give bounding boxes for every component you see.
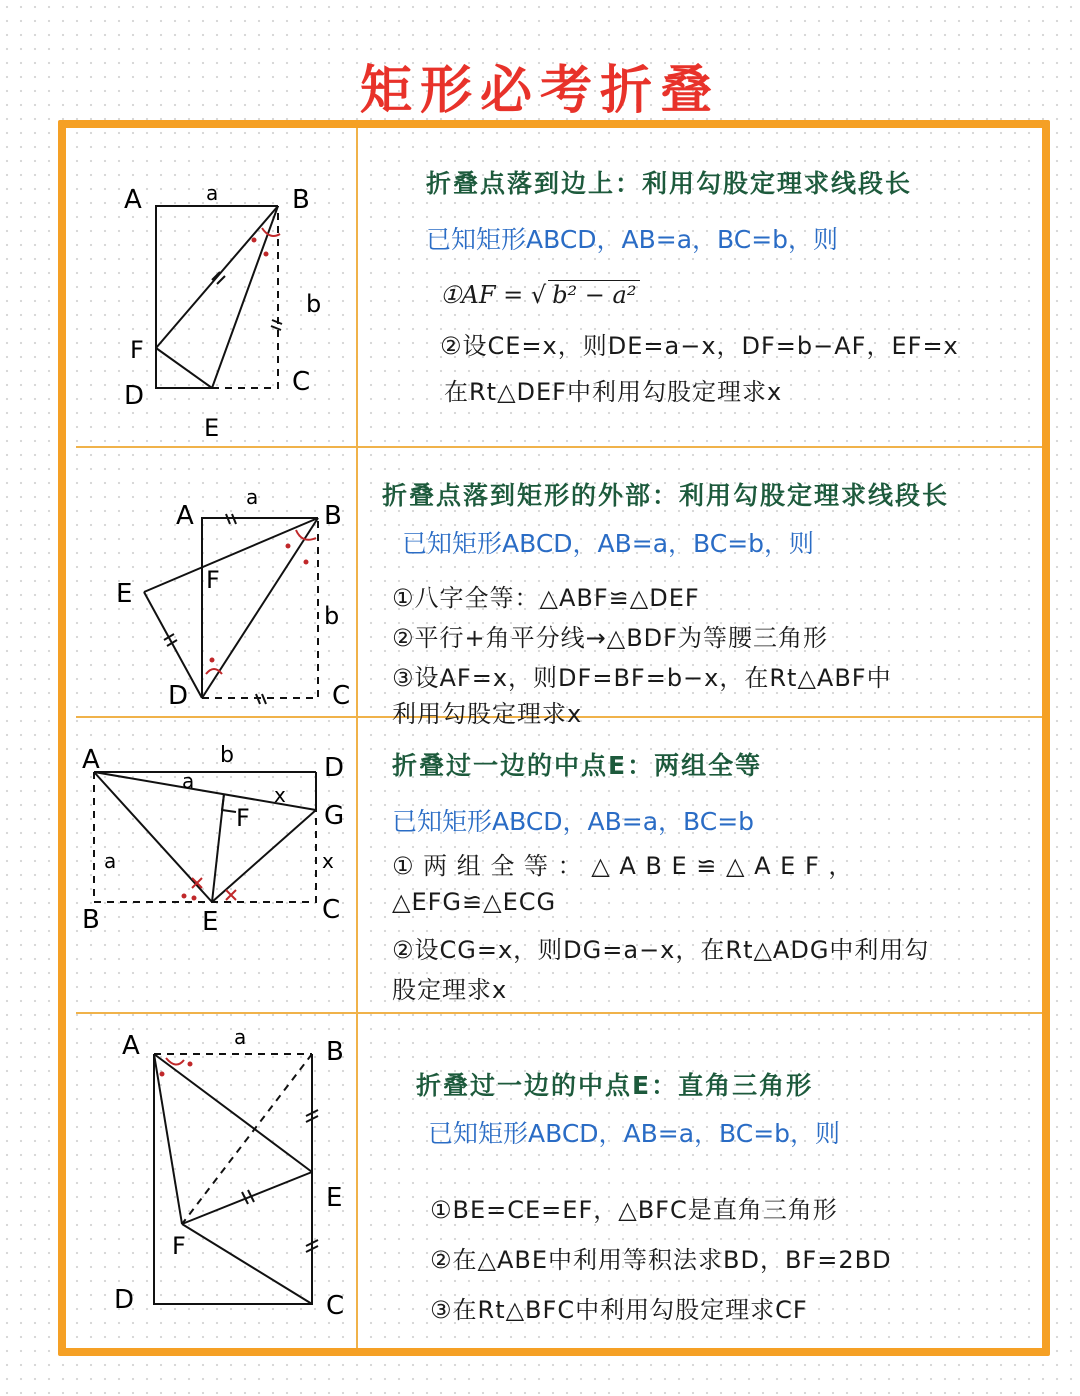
figure-2 — [66, 448, 356, 716]
label-f-point: F — [206, 566, 220, 594]
label-b-point: B — [324, 501, 342, 531]
label-d-point: D — [324, 753, 345, 783]
content-frame — [58, 120, 1050, 1356]
section-3-heading: 折叠过一边的中点E：两组全等 — [392, 751, 763, 780]
line-be — [144, 518, 318, 592]
tick-bf-2 — [217, 276, 225, 284]
angle-dot-2 — [304, 560, 309, 565]
formula-prefix: ①AF = — [440, 281, 524, 309]
section-4-heading: 折叠过一边的中点E：直角三角形 — [416, 1071, 814, 1100]
label-e-point: E — [202, 907, 219, 937]
formula-radical: b² − a² — [548, 280, 640, 309]
line-ae — [154, 1054, 312, 1172]
section-4-line-2: ②在△ABE中利用等积法求BD，BF=2BD — [430, 1246, 892, 1274]
tick-dc-2 — [262, 694, 266, 704]
label-a-point: A — [176, 501, 194, 531]
section-3-line-2: △EFG≌△ECG — [392, 888, 557, 916]
label-e-point: E — [116, 579, 133, 609]
line-fe — [156, 348, 212, 388]
section-3-line-4: 股定理求x — [392, 976, 508, 1004]
label-d-point: D — [114, 1285, 135, 1315]
section-1-line-2: 在Rt△DEF中利用勾股定理求x — [444, 378, 783, 406]
angle-dot-3 — [210, 658, 215, 663]
label-side-b: b — [306, 290, 322, 318]
label-e-point: E — [326, 1183, 343, 1213]
line-fc — [182, 1224, 312, 1304]
label-side-b: b — [220, 743, 234, 768]
line-eg — [212, 810, 316, 902]
label-side-a: a — [246, 485, 259, 509]
label-side-b: b — [324, 602, 340, 630]
label-segment-x: x — [274, 783, 286, 807]
label-b-point: B — [292, 185, 310, 215]
angle-dot-1 — [182, 894, 187, 899]
label-g-point: G — [324, 801, 345, 831]
tick-bc-2 — [271, 326, 281, 330]
section-3-line-3: ②设CG=x，则DG=a−x，在Rt△ADG中利用勾 — [392, 936, 930, 964]
section-3-line-1: ① 两 组 全 等 ： △ A B E ≌ △ A E F ， — [392, 852, 854, 880]
label-f-point: F — [236, 804, 250, 832]
figure-3 — [66, 718, 356, 1012]
section-4-given: 已知矩形ABCD，AB=a，BC=b，则 — [428, 1119, 841, 1148]
label-segment-a: a — [182, 769, 195, 793]
label-side-a: a — [206, 181, 219, 205]
label-c-point: C — [322, 895, 341, 925]
section-2-given: 已知矩形ABCD，AB=a，BC=b，则 — [402, 529, 815, 558]
section-2-line-4: 利用勾股定理求x — [392, 700, 583, 728]
label-b-point: B — [82, 905, 100, 935]
label-c-point: C — [292, 367, 311, 397]
section-1-line-1: ②设CE=x，则DE=a−x，DF=b−AF，EF=x — [440, 332, 959, 360]
label-segment-cg: x — [322, 849, 334, 873]
rect-solid-edges — [154, 1054, 312, 1304]
section-1 — [66, 128, 1042, 446]
label-c-point: C — [326, 1291, 345, 1321]
label-b-point: B — [326, 1037, 344, 1067]
cross-mark-2 — [226, 890, 236, 900]
angle-mark — [166, 1058, 184, 1065]
label-side-a: a — [234, 1025, 247, 1049]
section-2-line-1: ①八字全等：△ABF≌△DEF — [392, 584, 700, 612]
figure-1 — [66, 128, 356, 446]
label-c-point: C — [332, 681, 351, 711]
section-3-given: 已知矩形ABCD，AB=a，BC=b — [392, 807, 755, 836]
label-side-a: a — [104, 849, 117, 873]
label-a-point: A — [124, 185, 142, 215]
angle-dot-2 — [192, 896, 197, 901]
label-d-point: D — [168, 681, 189, 711]
line-fe — [182, 1172, 312, 1224]
section-4-line-3: ③在Rt△BFC中利用勾股定理求CF — [430, 1296, 808, 1324]
section-2 — [66, 448, 1042, 728]
angle-dot-2 — [264, 252, 269, 257]
section-2-line-2: ②平行+角平分线→△BDF为等腰三角形 — [392, 624, 828, 652]
line-ae — [94, 772, 212, 902]
angle-dot-1 — [286, 544, 291, 549]
line-bf — [156, 206, 278, 348]
label-d-point: D — [124, 381, 145, 411]
label-f-point: F — [172, 1232, 186, 1260]
section-1-heading: 折叠点落到边上：利用勾股定理求线段长 — [426, 169, 913, 198]
line-af — [154, 1054, 182, 1224]
section-4-line-1: ①BE=CE=EF，△BFC是直角三角形 — [430, 1196, 838, 1224]
section-3 — [66, 718, 1042, 1012]
label-a-point: A — [122, 1031, 140, 1061]
label-a-point: A — [82, 745, 100, 775]
section-2-line-3: ③设AF=x，则DF=BF=b−x，在Rt△ABF中 — [392, 664, 892, 692]
label-e-point: E — [204, 414, 220, 442]
section-1-formula: ①AF = √ b² − a² — [440, 280, 640, 309]
angle-dot-1 — [160, 1072, 165, 1077]
angle-dot-2 — [188, 1062, 193, 1067]
section-2-heading: 折叠点落到矩形的外部：利用勾股定理求线段长 — [382, 481, 950, 510]
section-1-given: 已知矩形ABCD，AB=a，BC=b，则 — [426, 225, 839, 254]
page-title: 矩形必考折叠 — [359, 61, 720, 121]
angle-dot-1 — [252, 238, 257, 243]
figure-4 — [66, 1014, 356, 1348]
label-f-point: F — [130, 336, 144, 364]
section-4 — [66, 1014, 1042, 1348]
